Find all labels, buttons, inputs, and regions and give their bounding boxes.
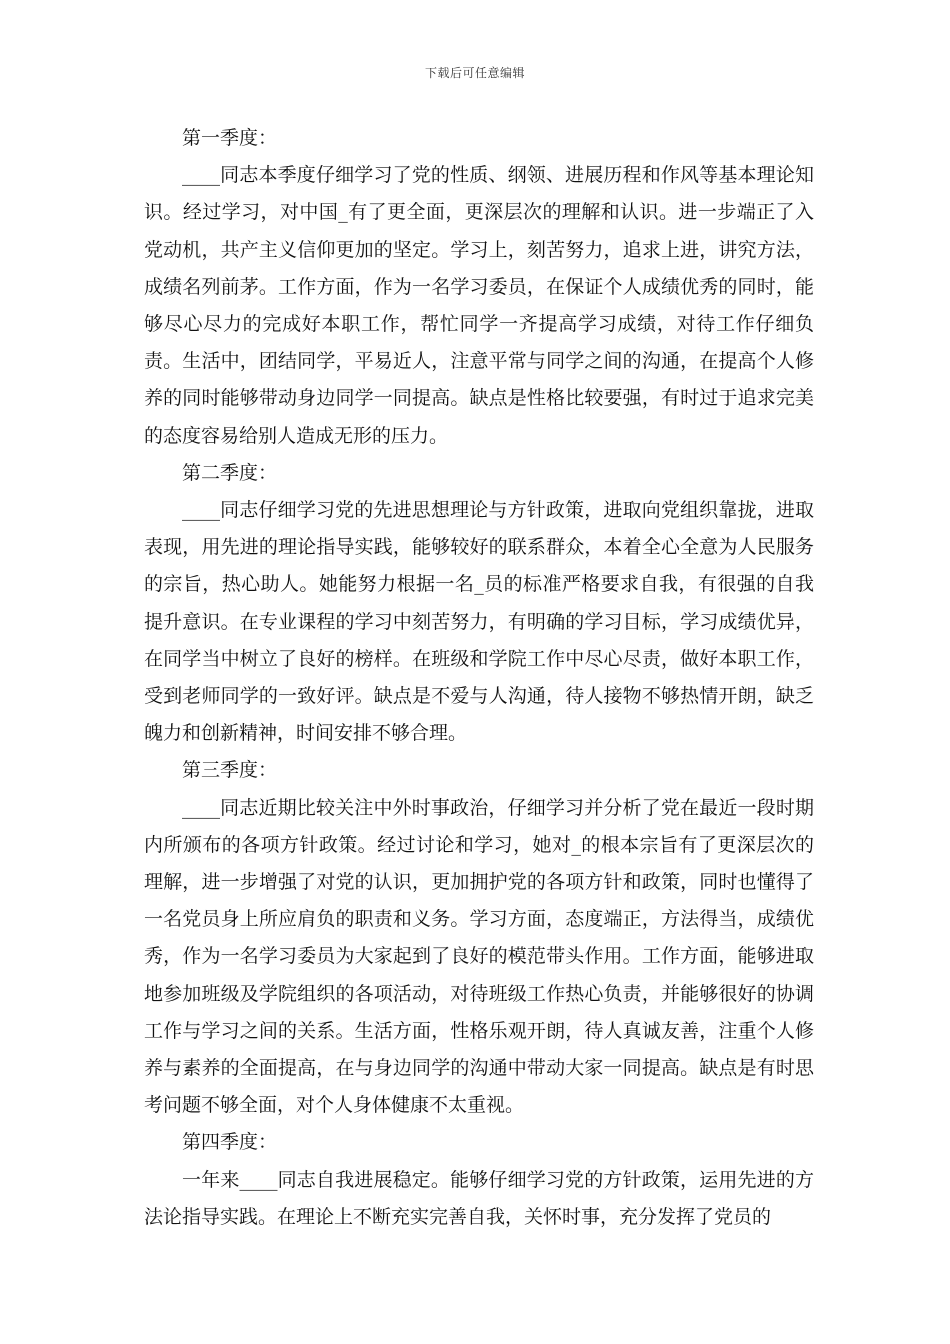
paragraph-q2: ____同志仔细学习党的先进思想理论与方针政策，进取向党组织靠拢，进取表现，用先进的理论指导实践，能够较好的联系群众，本着全心全意为人民服务的宗旨，热心助人。她能努力根据一名_员的标准严格要求自我，有很强的自我提升意识。在专业课程的学习中刻苦努力，有明确的学习目标，学习成绩优异，在同学当中树立了良好的榜样。在班级和学院工作中尽心尽责，做好本职工作，受到老师同学的一致好评。缺点是不爱与人沟通，待人接物不够热情开朗，缺乏魄力和创新精神，时间安排不够合理。 [144, 499, 814, 745]
paragraph-q1: ____同志本季度仔细学习了党的性质、纲领、进展历程和作风等基本理论知识。经过学习，对中国_有了更全面，更深层次的理解和认识。进一步端正了入党动机，共产主义信仰更加的坚定。学习上，刻苦努力，追求上进，讲究方法，成绩名列前茅。工作方面，作为一名学习委员，在保证个人成绩优秀的同时，能够尽心尽力的完成好本职工作，帮忙同学一齐提高学习成绩，对待工作仔细负责。生活中，团结同学，平易近人，注意平常与同学之间的沟通，在提高个人修养的同时能够带动身边同学一同提高。缺点是性格比较要强，有时过于追求完美的态度容易给别人造成无形的压力。 [144, 164, 814, 447]
section-heading-q3: 第三季度： [182, 759, 278, 782]
paragraph-q3: ____同志近期比较关注中外时事政治，仔细学习并分析了党在最近一段时期内所颁布的各项方针政策。经过讨论和学习，她对_的根本宗旨有了更深层次的理解，进一步增强了对党的认识，更加拥护党的各项方针和政策，同时也懂得了一名党员身上所应肩负的职责和义务。学习方面，态度端正，方法得当，成绩优秀，作为一名学习委员为大家起到了良好的模范带头作用。工作方面，能够进取地参加班级及学院组织的各项活动，对待班级工作热心负责，并能够很好的协调工作与学习之间的关系。生活方面，性格乐观开朗，待人真诚友善，注重个人修养与素养的全面提高，在与身边同学的沟通中带动大家一同提高。缺点是有时思考问题不够全面，对个人身体健康不太重视。 [144, 796, 814, 1117]
document-body [144, 120, 814, 1236]
section-heading-q2: 第二季度： [182, 461, 278, 484]
section-heading-q1: 第一季度： [182, 127, 278, 149]
section-heading-q4: 第四季度： [182, 1131, 278, 1154]
paragraph-q4: 一年来____同志自我进展稳定。能够仔细学习党的方针政策，运用先进的方法论指导实践。在理论上不断充实完善自我，关怀时事，充分发挥了党员的 [144, 1168, 814, 1228]
page-header: 下载后可任意编辑 [424, 66, 525, 80]
